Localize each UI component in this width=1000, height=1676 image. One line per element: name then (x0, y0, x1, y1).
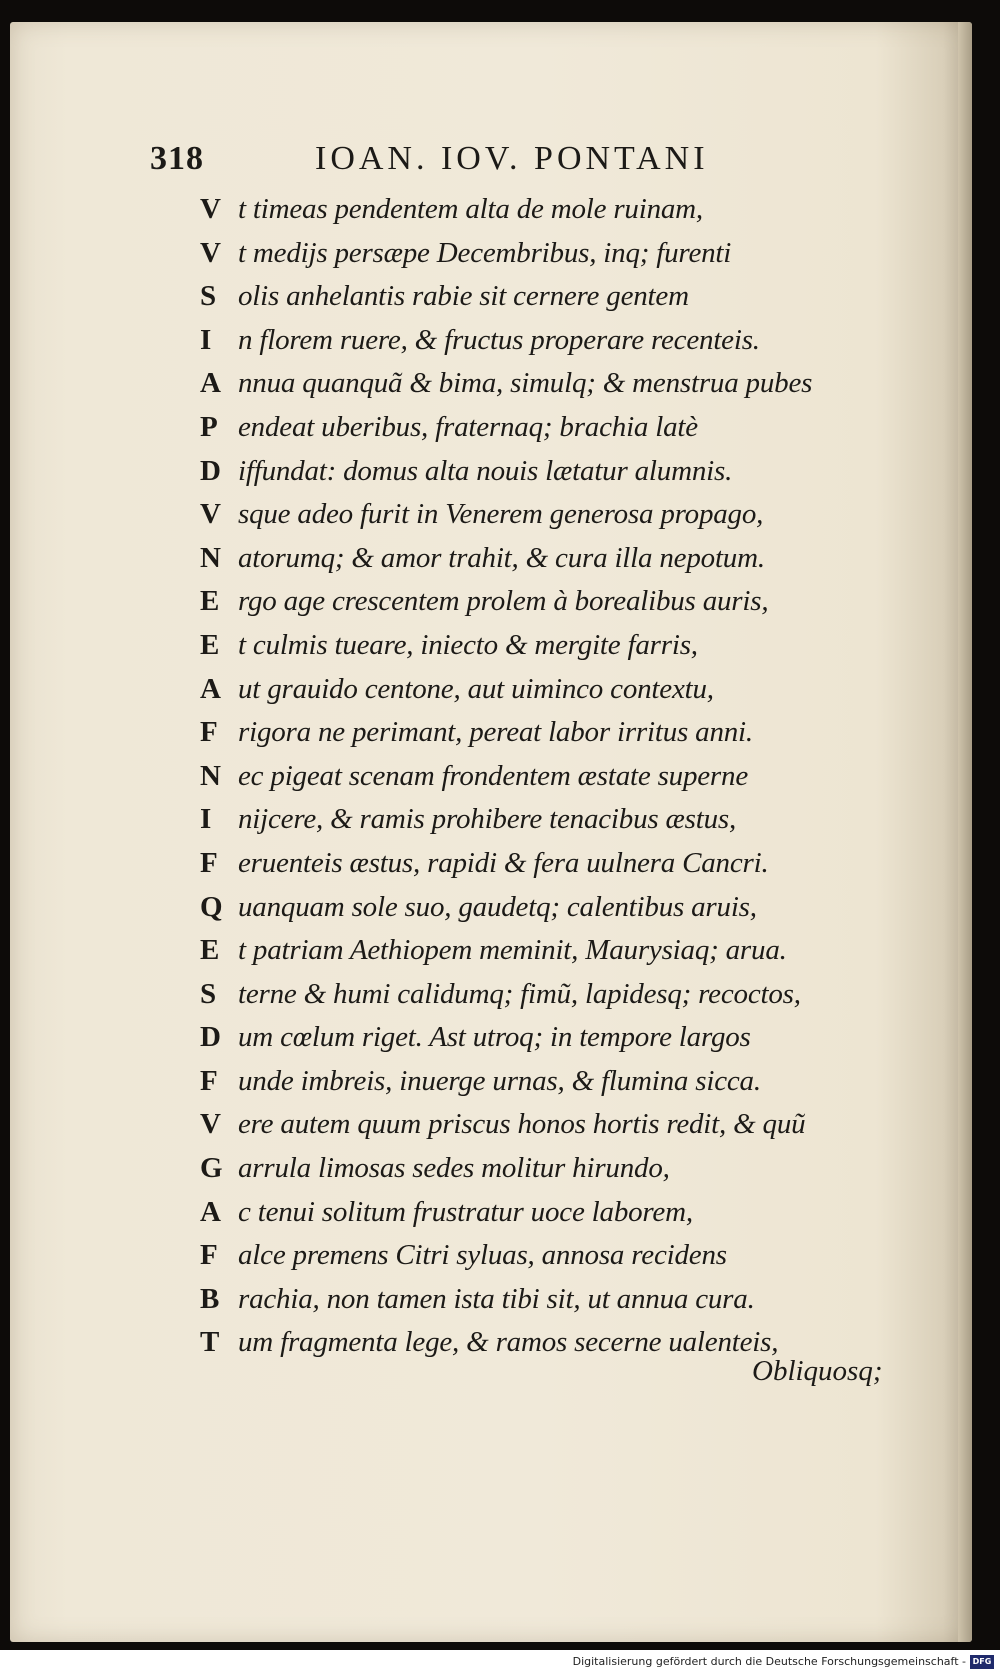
verse-text: c tenui solitum frustratur uoce laborem, (238, 1195, 693, 1228)
verse-text: ere autem quum priscus honos hortis redit, & quũ (238, 1108, 806, 1141)
verse-line (200, 362, 920, 406)
verse-initial: N (200, 541, 221, 574)
verse-initial: V (200, 236, 221, 269)
verse-initial: F (200, 1064, 218, 1097)
verse-initial: N (200, 759, 221, 792)
verse-line (200, 798, 920, 842)
verse-text: nnua quanquã & bima, simulq; & menstrua pubes (238, 367, 813, 400)
verse-initial: V (200, 193, 221, 225)
verse-line (200, 537, 920, 581)
verse-text: t medijs persæpe Decembribus, inq; furenti (238, 236, 732, 269)
verse-text: uanquam sole suo, gaudetq; calentibus aruis, (238, 890, 757, 923)
verse-initial: S (200, 977, 217, 1010)
verse-line (200, 1147, 920, 1191)
verse-initial: A (200, 672, 221, 705)
verse-text: atorumq; & amor trahit, & cura illa nepotum. (238, 541, 765, 574)
verse-line (200, 319, 920, 363)
verse-text: nijcere, & ramis prohibere tenacibus æstus, (238, 803, 737, 836)
verse-initial: T (200, 1326, 220, 1359)
verse-initial: Q (200, 890, 223, 923)
verse-initial: G (200, 1152, 223, 1185)
verse-initial: F (200, 716, 218, 749)
verse-line (200, 1191, 920, 1235)
verse-line (200, 1103, 920, 1147)
verse-text: terne & humi calidumq; fimũ, lapidesq; recoctos, (238, 977, 801, 1010)
verse-block (200, 188, 920, 1365)
verse-line (200, 624, 920, 668)
verse-line (200, 842, 920, 886)
verse-text: t patriam Aethiopem meminit, Maurysiaq; arua. (238, 934, 787, 967)
dfg-logo: DFG (970, 1655, 994, 1669)
verse-line (200, 493, 920, 537)
verse-text: ut grauido centone, aut uiminco contextu, (238, 672, 714, 705)
verse-initial: A (200, 1195, 221, 1228)
verse-text: rigora ne perimant, pereat labor irritus anni. (238, 716, 753, 749)
verse-initial: P (200, 410, 218, 443)
verse-initial: S (200, 280, 217, 313)
verse-line (200, 406, 920, 450)
running-title: IOAN. IOV. PONTANI (315, 140, 709, 177)
verse-initial: E (200, 585, 220, 618)
verse-initial: A (200, 367, 221, 400)
verse-line (200, 1060, 920, 1104)
verse-text: eruenteis æstus, rapidi & fera uulnera Cancri. (238, 846, 769, 879)
verse-line (200, 188, 920, 232)
verse-text: sque adeo furit in Venerem generosa propago, (238, 498, 764, 531)
verse-initial: F (200, 1239, 218, 1272)
verse-line (200, 973, 920, 1017)
verse-text: alce premens Citri syluas, annosa recidens (238, 1239, 727, 1272)
verse-text: iffundat: domus alta nouis lætatur alumnis. (238, 454, 733, 487)
verse-initial: E (200, 628, 220, 661)
verse-text: n florem ruere, & fructus properare recenteis. (238, 323, 760, 356)
verse-initial: D (200, 1021, 221, 1054)
verse-text: um cœlum riget. Ast utroq; in tempore largos (238, 1021, 751, 1054)
verse-initial: I (200, 323, 212, 356)
verse-line (200, 668, 920, 712)
page-edge (958, 22, 972, 1642)
page-header (150, 140, 790, 184)
verse-line (200, 580, 920, 624)
verse-text: ec pigeat scenam frondentem æstate superne (238, 759, 748, 792)
footer-credit: Digitalisierung gefördert durch die Deutsche Forschungsgemeinschaft - (572, 1655, 966, 1668)
verse-line (200, 1278, 920, 1322)
verse-initial: V (200, 1108, 221, 1141)
verse-initial: F (200, 846, 218, 879)
digitization-footer (0, 1650, 1000, 1676)
verse-text: t culmis tueare, iniecto & mergite farris, (238, 628, 698, 661)
verse-line (200, 755, 920, 799)
verse-text: rachia, non tamen ista tibi sit, ut annua cura. (238, 1282, 755, 1315)
verse-line (200, 929, 920, 973)
verse-initial: D (200, 454, 221, 487)
verse-line (200, 232, 920, 276)
verse-text: rgo age crescentem prolem à borealibus auris, (238, 585, 769, 618)
verse-text: olis anhelantis rabie sit cernere gentem (238, 280, 689, 313)
verse-initial: E (200, 934, 220, 967)
verse-line (200, 1016, 920, 1060)
verse-line (200, 1234, 920, 1278)
verse-initial: B (200, 1282, 220, 1315)
verse-line (200, 450, 920, 494)
page-number: 318 (150, 140, 204, 177)
verse-initial: I (200, 803, 212, 836)
catchword: Obliquosq; (752, 1355, 883, 1387)
verse-line (200, 886, 920, 930)
verse-text: t timeas pendentem alta de mole ruinam, (238, 193, 703, 225)
verse-text: um fragmenta lege, & ramos secerne ualenteis, (238, 1326, 779, 1359)
verse-line (200, 711, 920, 755)
verse-line (200, 275, 920, 319)
verse-text: unde imbreis, inuerge urnas, & flumina sicca. (238, 1064, 761, 1097)
verse-initial: V (200, 498, 221, 531)
verse-text: arrula limosas sedes molitur hirundo, (238, 1152, 670, 1185)
verse-text: endeat uberibus, fraternaq; brachia latè (238, 410, 698, 443)
